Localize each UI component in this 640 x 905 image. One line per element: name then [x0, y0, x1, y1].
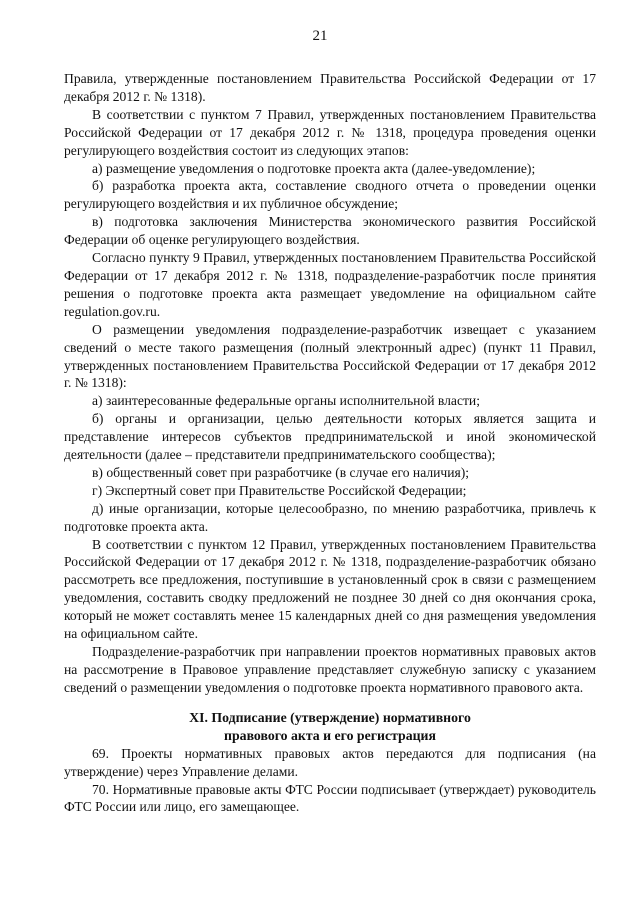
- list-item: д) иные организации, которые целесообразно, по мнению разработчика, привлечь к подготовке проекта акта.: [64, 500, 596, 534]
- paragraph: В соответствии с пунктом 12 Правил, утвержденных постановлением Правительства Российской Федерации от 17 декабря 2012 г. № 1318, подразделение-разработчик обязано рассмотреть все предложения, поступившие в установленный срок в связи с размещением уведомления, составить сводку предложений не позднее 30 дней со дня окончания срока, который не может составлять менее 15 календарных дней со дня размещения уведомления на официальном сайте.: [64, 536, 596, 642]
- list-item: а) размещение уведомления о подготовке проекта акта (далее-уведомление);: [92, 160, 536, 176]
- section-heading-line: XI. Подписание (утверждение) нормативного: [189, 709, 471, 725]
- paragraph: Правила, утвержденные постановлением Правительства Российской Федерации от 17 декабря 2012 г. № 1318).: [64, 71, 596, 104]
- list-item: в) подготовка заключения Министерства экономического развития Российской Федерации об оценке регулирующего воздействия.: [64, 214, 596, 248]
- paragraph: Согласно пункту 9 Правил, утвержденных постановлением Правительства Российской Федерации от 17 декабря 2012 г. № 1318, подразделение-разработчик после принятия решения о подготовке проекта акта размещает уведомление на официальном сайте regulation.gov.ru.: [64, 250, 596, 319]
- paragraph: В соответствии с пунктом 7 Правил, утвержденных постановлением Правительства Российской Федерации от 17 декабря 2012 г. № 1318, процедура проведения оценки регулирующего воздействия состоит из следующих этапов:: [64, 106, 596, 158]
- paragraph: 70. Нормативные правовые акты ФТС России подписывает (утверждает) руководитель ФТС России или лицо, его замещающее.: [64, 781, 596, 815]
- list-item: а) заинтересованные федеральные органы исполнительной власти;: [92, 393, 480, 409]
- document-body: [64, 70, 596, 816]
- list-item: г) Экспертный совет при Правительстве Российской Федерации;: [92, 482, 467, 498]
- paragraph: 69. Проекты нормативных правовых актов передаются для подписания (на утверждение) через Управление делами.: [64, 745, 596, 779]
- list-item: в) общественный совет при разработчике (в случае его наличия);: [92, 464, 470, 480]
- paragraph: Подразделение-разработчик при направлении проектов нормативных правовых актов на рассмотрение в Правовое управление представляет служебную записку с указанием сведений о размещении уведомления о подготовке проекта нормативного правового акта.: [64, 644, 596, 695]
- list-item: б) разработка проекта акта, составление сводного отчета о проведении оценки регулирующего воздействия и их публичное обсуждение;: [64, 178, 596, 212]
- page-number: 21: [312, 28, 328, 44]
- paragraph: О размещении уведомления подразделение-разработчик извещает с указанием сведений о месте такого размещения (полный электронный адрес) (пункт 11 Правил, утвержденных постановлением Правительства Российской Федерации от 17 декабря 2012 г. № 1318):: [64, 321, 596, 391]
- section-heading: [64, 709, 596, 745]
- list-item: б) органы и организации, целью деятельности которых является защита и представление интересов субъектов предпринимательской и иной экономической деятельности (далее – представители предпринимательского сообщества);: [64, 411, 596, 463]
- section-heading-line: правового акта и его регистрация: [224, 727, 436, 743]
